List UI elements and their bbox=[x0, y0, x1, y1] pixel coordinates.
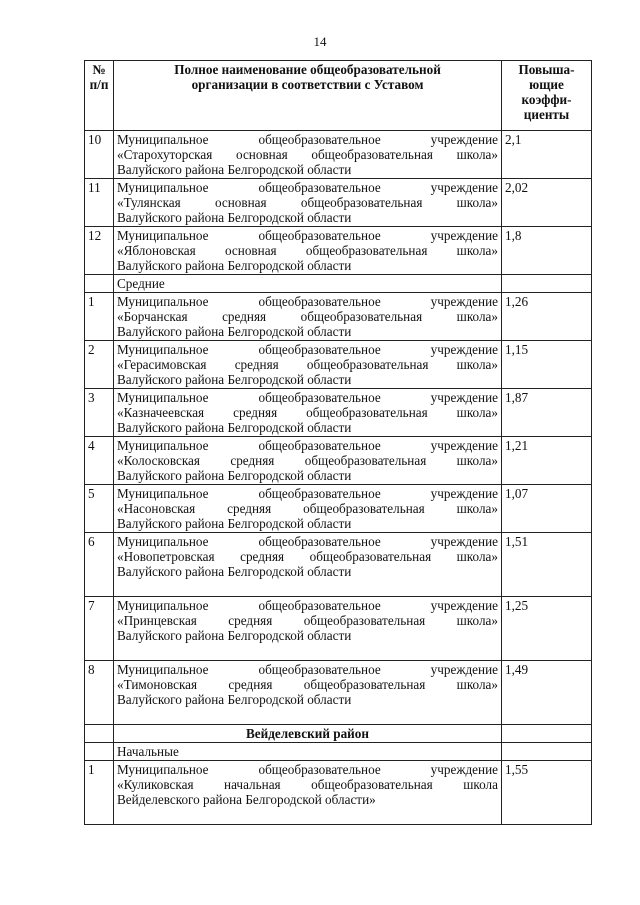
header-number-line: № bbox=[92, 62, 106, 77]
coefficient-value: 1,55 bbox=[502, 761, 592, 825]
organization-name bbox=[114, 533, 502, 597]
organization-name bbox=[114, 389, 502, 437]
organization-name bbox=[114, 661, 502, 725]
name-line: Муниципальное общеобразовательное учреждение bbox=[117, 438, 498, 453]
row-number: 1 bbox=[85, 761, 114, 825]
name-line: Валуйского района Белгородской области bbox=[117, 372, 352, 387]
organization-name bbox=[114, 437, 502, 485]
name-line: Муниципальное общеобразовательное учреждение bbox=[117, 294, 498, 309]
name-line: Муниципальное общеобразовательное учреждение bbox=[117, 228, 498, 243]
name-line: Валуйского района Белгородской области bbox=[117, 468, 352, 483]
section-num-cell bbox=[85, 743, 114, 761]
organization-name bbox=[114, 761, 502, 825]
organization-name bbox=[114, 227, 502, 275]
name-line: «Куликовская начальная общеобразовательная школа bbox=[117, 777, 498, 792]
name-line: «Казначеевская средняя общеобразовательная школа» bbox=[117, 405, 498, 420]
name-line: Валуйского района Белгородской области bbox=[117, 324, 352, 339]
coefficient-value: 1,07 bbox=[502, 485, 592, 533]
name-line: «Тулянская основная общеобразовательная школа» bbox=[117, 195, 498, 210]
header-name-line: Полное наименование общеобразовательной bbox=[174, 62, 441, 77]
organization-name bbox=[114, 597, 502, 661]
name-line: Муниципальное общеобразовательное учреждение bbox=[117, 534, 498, 549]
district-label: Вейделевский район bbox=[114, 725, 502, 743]
name-line: Муниципальное общеобразовательное учреждение bbox=[117, 390, 498, 405]
name-line: «Тимоновская средняя общеобразовательная школа» bbox=[117, 677, 498, 692]
name-line: Валуйского района Белгородской области bbox=[117, 692, 352, 707]
coefficient-value: 1,15 bbox=[502, 341, 592, 389]
name-line: «Старохуторская основная общеобразовательная школа» bbox=[117, 147, 498, 162]
name-line: Муниципальное общеобразовательное учреждение bbox=[117, 762, 498, 777]
name-line: Валуйского района Белгородской области bbox=[117, 516, 352, 531]
name-line: Муниципальное общеобразовательное учреждение bbox=[117, 662, 498, 677]
organization-name bbox=[114, 293, 502, 341]
coefficient-value: 1,87 bbox=[502, 389, 592, 437]
header-coef-line: циенты bbox=[523, 107, 570, 122]
table-row bbox=[85, 437, 592, 485]
section-label: Средние bbox=[114, 275, 502, 293]
name-line: «Колосковская средняя общеобразовательная школа» bbox=[117, 453, 498, 468]
table-row bbox=[85, 227, 592, 275]
table-row bbox=[85, 485, 592, 533]
name-line: Муниципальное общеобразовательное учреждение bbox=[117, 342, 498, 357]
header-number-line: п/п bbox=[89, 77, 109, 92]
row-number: 5 bbox=[85, 485, 114, 533]
page-number: 14 bbox=[313, 34, 327, 49]
name-line: «Герасимовская средняя общеобразовательная школа» bbox=[117, 357, 498, 372]
name-line: Валуйского района Белгородской области bbox=[117, 258, 352, 273]
table-row bbox=[85, 389, 592, 437]
coefficient-value: 1,26 bbox=[502, 293, 592, 341]
name-line: Валуйского района Белгородской области bbox=[117, 420, 352, 435]
row-number: 11 bbox=[85, 179, 114, 227]
section-row bbox=[85, 743, 592, 761]
organization-name bbox=[114, 485, 502, 533]
organization-name bbox=[114, 179, 502, 227]
header-coef-line: Повыша- bbox=[518, 62, 575, 77]
section-coef-cell bbox=[502, 275, 592, 293]
row-number: 12 bbox=[85, 227, 114, 275]
name-line: Валуйского района Белгородской области bbox=[117, 162, 352, 177]
row-number: 8 bbox=[85, 661, 114, 725]
coefficient-value: 1,51 bbox=[502, 533, 592, 597]
header-coef-line: коэффи- bbox=[521, 92, 572, 107]
coefficient-value: 2,1 bbox=[502, 131, 592, 179]
row-number: 1 bbox=[85, 293, 114, 341]
name-line: Муниципальное общеобразовательное учреждение bbox=[117, 486, 498, 501]
name-line: «Насоновская средняя общеобразовательная школа» bbox=[117, 501, 498, 516]
table-header-row bbox=[85, 61, 592, 131]
name-line: «Борчанская средняя общеобразовательная школа» bbox=[117, 309, 498, 324]
header-coefficient bbox=[502, 61, 592, 131]
row-number: 10 bbox=[85, 131, 114, 179]
table-row bbox=[85, 179, 592, 227]
name-line: Валуйского района Белгородской области bbox=[117, 628, 352, 643]
table-row bbox=[85, 597, 592, 661]
coefficient-value: 1,25 bbox=[502, 597, 592, 661]
coefficient-value: 1,21 bbox=[502, 437, 592, 485]
row-number: 2 bbox=[85, 341, 114, 389]
name-line: «Новопетровская средняя общеобразовательная школа» bbox=[117, 549, 498, 564]
coefficient-value: 1,8 bbox=[502, 227, 592, 275]
table-row bbox=[85, 761, 592, 825]
name-line: Муниципальное общеобразовательное учреждение bbox=[117, 180, 498, 195]
district-coef-cell bbox=[502, 725, 592, 743]
row-number: 3 bbox=[85, 389, 114, 437]
name-line: Муниципальное общеобразовательное учреждение bbox=[117, 598, 498, 613]
row-number: 6 bbox=[85, 533, 114, 597]
schools-table bbox=[84, 60, 592, 825]
table-body bbox=[85, 131, 592, 825]
table-row bbox=[85, 131, 592, 179]
header-coef-line: ющие bbox=[529, 77, 564, 92]
name-line: Вейделевского района Белгородской области» bbox=[117, 792, 376, 807]
organization-name bbox=[114, 341, 502, 389]
organization-name bbox=[114, 131, 502, 179]
table-row bbox=[85, 533, 592, 597]
coefficient-value: 2,02 bbox=[502, 179, 592, 227]
coefficient-value: 1,49 bbox=[502, 661, 592, 725]
name-line: Валуйского района Белгородской области bbox=[117, 564, 352, 579]
header-number bbox=[85, 61, 114, 131]
name-line: Валуйского района Белгородской области bbox=[117, 210, 352, 225]
section-label: Начальные bbox=[114, 743, 502, 761]
row-number: 7 bbox=[85, 597, 114, 661]
header-name-line: организации в соответствии с Уставом bbox=[191, 77, 424, 92]
name-line: «Яблоновская основная общеобразовательная школа» bbox=[117, 243, 498, 258]
district-row bbox=[85, 725, 592, 743]
table-row bbox=[85, 341, 592, 389]
table-row bbox=[85, 661, 592, 725]
name-line: «Принцевская средняя общеобразовательная школа» bbox=[117, 613, 498, 628]
section-num-cell bbox=[85, 275, 114, 293]
section-coef-cell bbox=[502, 743, 592, 761]
row-number: 4 bbox=[85, 437, 114, 485]
name-line: Муниципальное общеобразовательное учреждение bbox=[117, 132, 498, 147]
table-row bbox=[85, 293, 592, 341]
district-num-cell bbox=[85, 725, 114, 743]
header-name bbox=[114, 61, 502, 131]
section-row bbox=[85, 275, 592, 293]
